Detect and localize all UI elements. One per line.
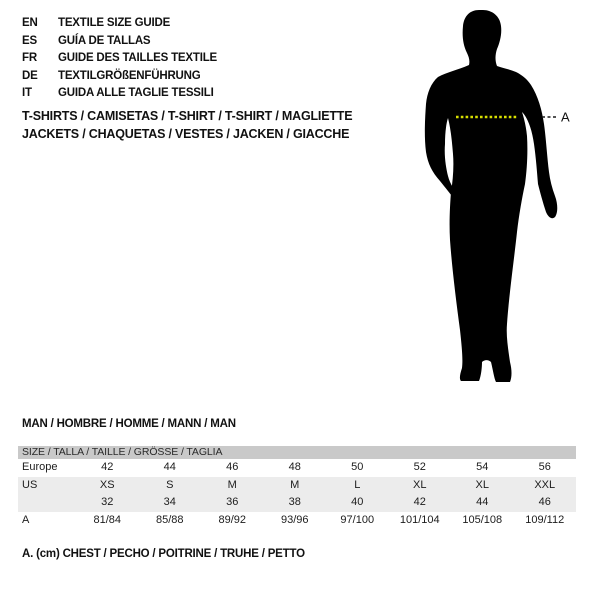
cell: 42 — [413, 496, 426, 508]
language-code: FR — [22, 52, 37, 64]
cell: XL — [413, 478, 427, 491]
cell: M — [290, 478, 300, 491]
language-text: GUÍA DE TALLAS — [58, 34, 151, 47]
cell: 50 — [351, 461, 364, 473]
cell: XXL — [534, 478, 556, 491]
row-label: Europe — [22, 461, 58, 473]
table-row-us — [18, 477, 576, 495]
cell: XS — [99, 478, 115, 491]
measure-label-a: A — [561, 109, 570, 125]
language-code: ES — [22, 34, 37, 47]
language-code: EN — [22, 17, 38, 29]
cell: 97/100 — [340, 513, 375, 526]
cell: 34 — [163, 496, 176, 508]
language-text: TEXTILE SIZE GUIDE — [58, 17, 171, 29]
cell: 93/96 — [280, 513, 309, 526]
language-text: TEXTILGRÖßENFÜHRUNG — [58, 69, 201, 82]
language-code: IT — [22, 87, 32, 99]
cell: 42 — [101, 461, 114, 473]
cell: M — [227, 478, 237, 491]
cell: 48 — [288, 461, 301, 473]
cell: 52 — [413, 461, 426, 473]
cell: 81/84 — [93, 513, 122, 526]
language-text: GUIDE DES TAILLES TEXTILE — [58, 52, 217, 64]
language-text: GUIDA ALLE TAGLIE TESSILI — [58, 87, 214, 99]
size-table — [18, 446, 576, 529]
cell: 44 — [476, 496, 489, 508]
row-label: US — [22, 478, 38, 491]
cell: S — [166, 478, 174, 491]
cell: 46 — [538, 496, 551, 508]
row-label: A — [22, 513, 30, 526]
man-silhouette — [425, 10, 557, 382]
row-label — [18, 494, 76, 512]
cell: 36 — [226, 496, 239, 508]
cell: 56 — [538, 461, 551, 473]
cell: 40 — [351, 496, 364, 508]
language-code: DE — [22, 69, 38, 82]
cell: 109/112 — [525, 513, 565, 526]
table-row-europe — [18, 459, 576, 477]
table-row-numeric — [18, 494, 576, 512]
cell: L — [354, 478, 361, 491]
cell: 46 — [226, 461, 239, 473]
cell: 54 — [476, 461, 489, 473]
garment-line-jackets: JACKETS / CHAQUETAS / VESTES / JACKEN / GIACCHE — [22, 127, 350, 141]
size-table-header: SIZE / TALLA / TAILLE / GRÖSSE / TAGLIA — [18, 446, 576, 459]
garment-line-tshirts: T-SHIRTS / CAMISETAS / T-SHIRT / T-SHIRT / MAGLIETTE — [22, 109, 353, 123]
cell: 44 — [163, 461, 176, 473]
cell: 32 — [101, 496, 114, 508]
measurement-footnote: A. (cm) CHEST / PECHO / POITRINE / TRUHE / PETTO — [22, 548, 305, 560]
cell: 85/88 — [155, 513, 184, 526]
cell: 89/92 — [218, 513, 247, 526]
table-row-chest-a — [18, 512, 576, 530]
cell: 105/108 — [462, 513, 503, 526]
cell: 101/104 — [399, 513, 440, 526]
cell: 38 — [288, 496, 301, 508]
section-title-man: MAN / HOMBRE / HOMME / MANN / MAN — [22, 418, 236, 430]
cell: XL — [475, 478, 489, 491]
